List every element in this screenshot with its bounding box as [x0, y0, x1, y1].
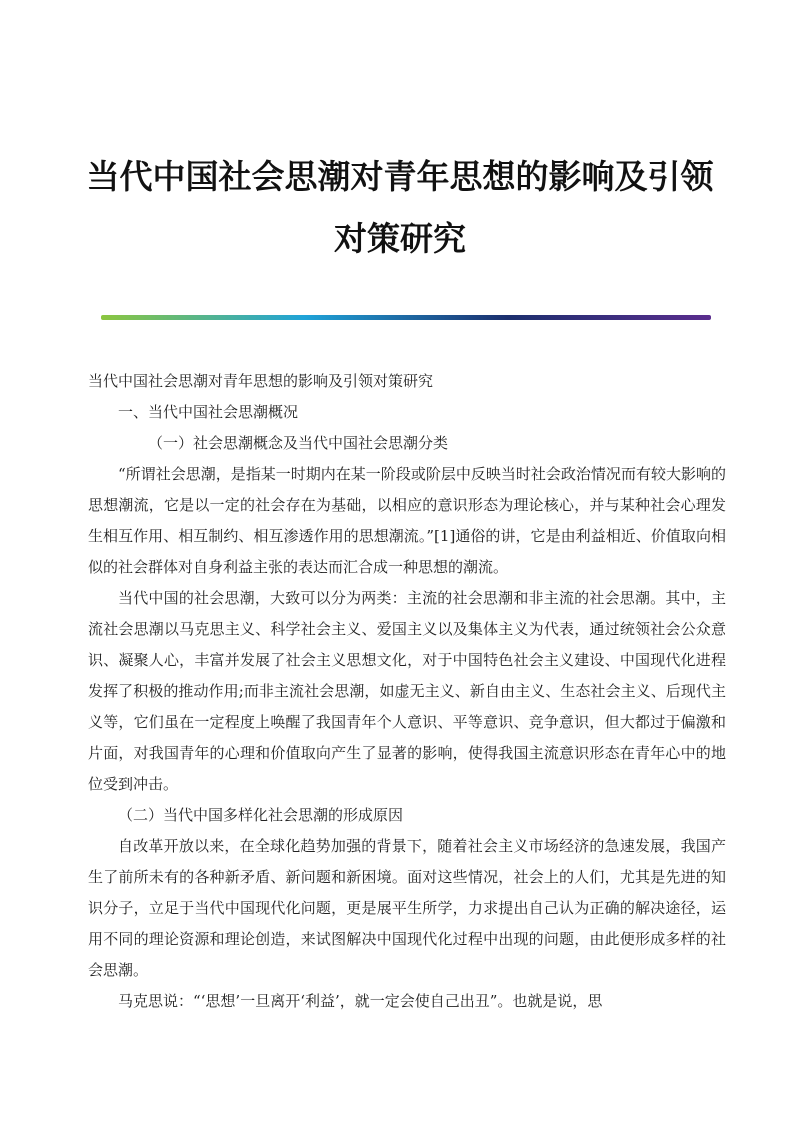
document-title	[60, 146, 740, 270]
title-divider	[101, 315, 711, 320]
document-body	[88, 366, 726, 1017]
section-heading-1: 一、当代中国社会思潮概况	[118, 403, 299, 421]
title-line-2: 对策研究	[334, 219, 466, 258]
paragraph-3: 自改革开放以来，在全球化趋势加强的背景下，随着社会主义市场经济的急速发展，我国产生了前所未有的各种新矛盾、新问题和新困境。面对这些情况，社会上的人们，尤其是先进的知识分子，立足于当代中国现代化问题，更是展平生所学，力求提出自己认为正确的解决途径，运用不同的理论资源和理论创造，来试图解决中国现代化过程中出现的问题，由此便形成多样的社会思潮。	[88, 837, 726, 979]
document-subtitle: 当代中国社会思潮对青年思想的影响及引领对策研究	[88, 372, 434, 390]
subsection-heading-1-1: （一）社会思潮概念及当代中国社会思潮分类	[148, 434, 449, 452]
paragraph-2: 当代中国的社会思潮，大致可以分为两类：主流的社会思潮和非主流的社会思潮。其中，主流社会思潮以马克思主义、科学社会主义、爱国主义以及集体主义为代表，通过统领社会公众意识、凝聚人心，丰富并发展了社会主义思想文化，对于中国特色社会主义建设、中国现代化进程发挥了积极的推动作用;而非主流社会思潮，如虚无主义、新自由主义、生态社会主义、后现代主义等，它们虽在一定程度上唤醒了我国青年个人意识、平等意识、竞争意识，但大都过于偏激和片面，对我国青年的心理和价值取向产生了显著的影响，使得我国主流意识形态在青年心中的地位受到冲击。	[88, 589, 726, 793]
subsection-heading-1-2: （二）当代中国多样化社会思潮的形成原因	[118, 806, 404, 824]
title-line-1: 当代中国社会思潮对青年思想的影响及引领	[86, 157, 714, 196]
paragraph-1: “所谓社会思潮，是指某一时期内在某一阶段或阶层中反映当时社会政治情况而有较大影响的思想潮流，它是以一定的社会存在为基础，以相应的意识形态为理论核心，并与某种社会心理发生相互作用、相互制约、相互渗透作用的思想潮流。”[1]通俗的讲，它是由利益相近、价值取向相似的社会群体对自身利益主张的表达而汇合成一种思想的潮流。	[88, 465, 726, 576]
paragraph-4: 马克思说：“‘思想’一旦离开‘利益’，就一定会使自己出丑”。也就是说，思	[118, 992, 603, 1010]
